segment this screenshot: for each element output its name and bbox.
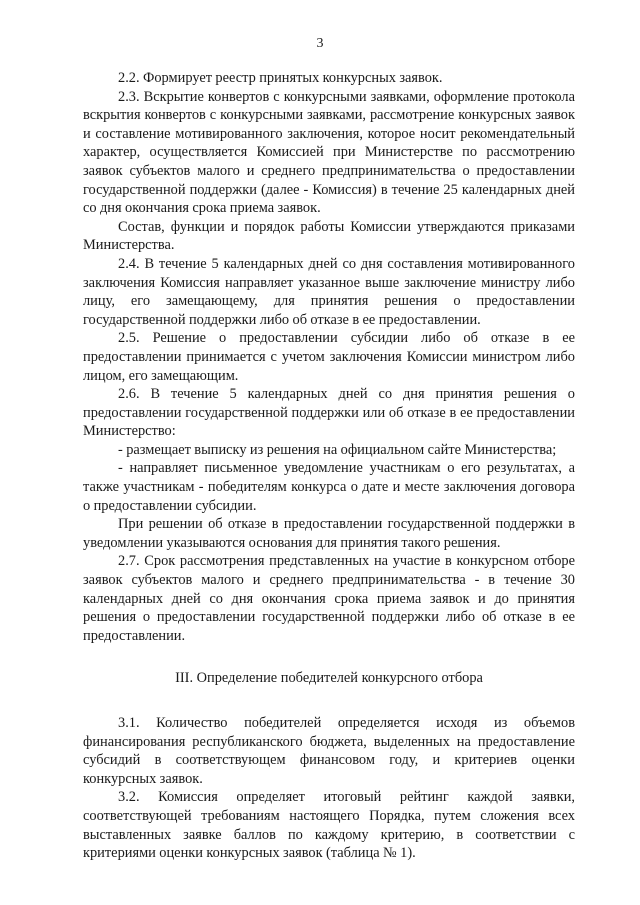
paragraph-2-3: 2.3. Вскрытие конвертов с конкурсными заявками, оформление протокола вскрытия конвертов с конкурсными заявками, рассмотрение конкурсных заявок и составление мотивированного заключения, которое носит рекомендательный характер, осуществляется Комиссией при Министерстве по рассмотрению заявок субъектов малого и среднего предпринимательства о предоставлении государственной поддержки (далее - Комиссия) в течение 25 календарных дней со дня окончания срока приема заявок. <box>83 88 575 217</box>
paragraph-2-7: 2.7. Срок рассмотрения представленных на участие в конкурсном отборе заявок субъектов малого и среднего предпринимательства - в течение 30 календарных дней со дня окончания срока приема заявок и до принятия решения о предоставлении государственной поддержки либо об отказе в ее предоставлении. <box>83 553 575 644</box>
paragraph-refusal-grounds: При решении об отказе в предоставлении государственной поддержки в уведомлении указываются основания для принятия такого решения. <box>83 516 575 551</box>
page-number: 3 <box>316 36 324 51</box>
paragraph-commission-composition: Состав, функции и порядок работы Комиссии утверждаются приказами Министерства. <box>83 218 575 254</box>
paragraph-3-2: 3.2. Комиссия определяет итоговый рейтинг каждой заявки, соответствующей требованиям настоящего Порядка, путем сложения всех выставленных заявке баллов по каждому критерию, в соответствии с критериями оценки конкурсных заявок (таблица № 1). <box>83 789 575 862</box>
paragraph-2-5: 2.5. Решение о предоставлении субсидии либо об отказе в ее предоставлении принимается с учетом заключения Комиссии министром либо лицом, его замещающим. <box>83 330 575 384</box>
section-title: III. Определение победителей конкурсного отбора <box>175 670 483 687</box>
paragraph-2-4: 2.4. В течение 5 календарных дней со дня составления мотивированного заключения Комиссия направляет указанное выше заключение министру либо лицу, его замещающему, для принятия решения о предоставлении государственной поддержки либо об отказе в ее предоставлении. <box>83 255 575 328</box>
list-item-send-notification: - направляет письменное уведомление участникам о его результатах, а также участникам - победителям конкурса о дате и месте заключения договора о предоставлении субсидии. <box>83 460 575 514</box>
document-body <box>83 69 575 863</box>
paragraph-2-6: 2.6. В течение 5 календарных дней со дня принятия решения о предоставлении государственной поддержки или об отказе в ее предоставлении Министерство: <box>83 386 575 440</box>
list-item-publish-extract: - размещает выписку из решения на официальном сайте Министерства; <box>118 441 557 458</box>
paragraph-3-1: 3.1. Количество победителей определяется исходя из объемов финансирования республиканского бюджета, выделенных на предоставление субсидий в соответствующем финансовом году, и критериев оценки конкурсных заявок. <box>83 715 575 787</box>
paragraph-2-2: 2.2. Формирует реестр принятых конкурсных заявок. <box>118 70 443 86</box>
